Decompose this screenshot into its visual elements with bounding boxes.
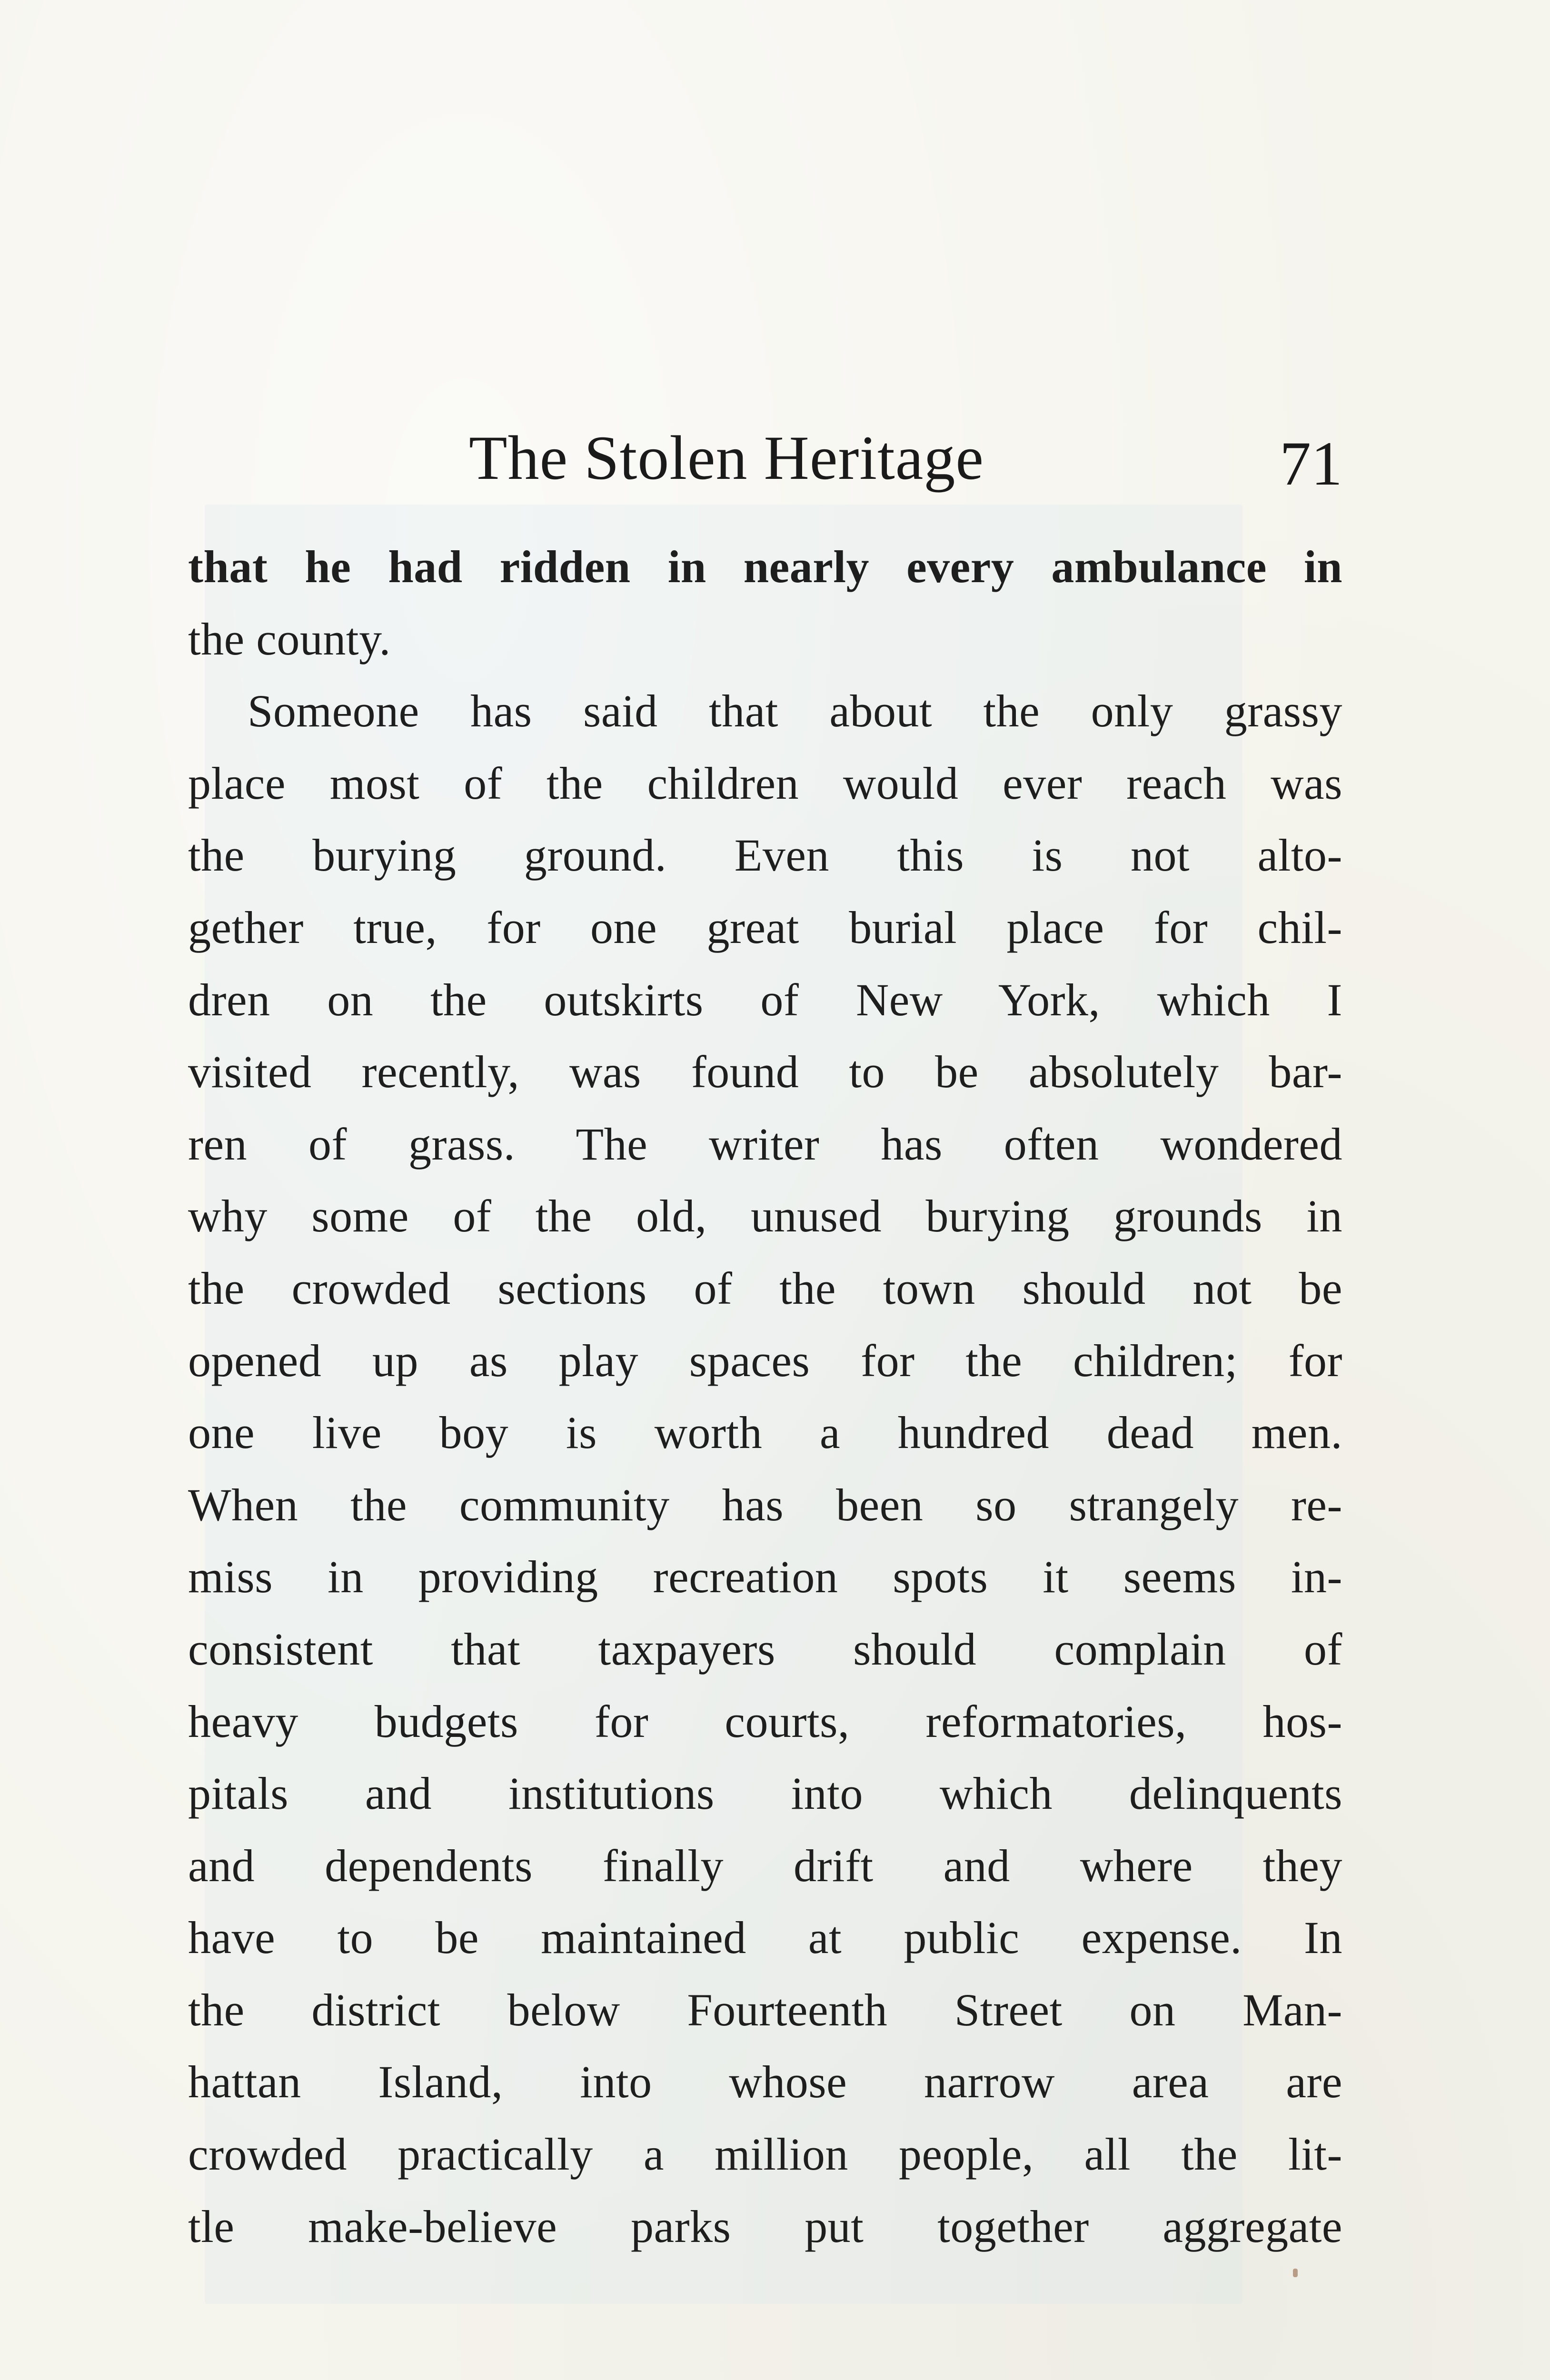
text-line: why some of the old, unused burying grounds in xyxy=(188,1190,1342,1242)
text-line: hattan Island, into whose narrow area are xyxy=(188,2056,1342,2108)
text-line: When the community has been so strangely re- xyxy=(188,1479,1342,1530)
text-line: dren on the outskirts of New York, which I xyxy=(188,974,1342,1025)
text-line: crowded practically a million people, all the lit- xyxy=(188,2129,1342,2180)
text-line: heavy budgets for courts, reformatories, hos- xyxy=(188,1696,1342,1747)
text-line: pitals and institutions into which delinquents xyxy=(188,1768,1342,1819)
text-line: one live boy is worth a hundred dead men. xyxy=(188,1407,1342,1458)
text-line: miss in providing recreation spots it seems in- xyxy=(188,1551,1342,1603)
text-line: Someone has said that about the only grassy xyxy=(248,685,1342,737)
text-line: place most of the children would ever reach was xyxy=(188,757,1342,809)
body-text xyxy=(188,531,1342,2262)
text-line: gether true, for one great burial place for chil- xyxy=(188,902,1342,953)
ink-speck xyxy=(1293,2269,1298,2277)
page-number: 71 xyxy=(1280,428,1342,498)
text-line: the district below Fourteenth Street on Man- xyxy=(188,1984,1342,2035)
text-line: consistent that taxpayers should complain of xyxy=(188,1623,1342,1675)
text-line: tle make-believe parks put together aggregate xyxy=(188,2201,1342,2252)
text-line: and dependents finally drift and where they xyxy=(188,1840,1342,1891)
text-line: opened up as play spaces for the children; for xyxy=(188,1335,1342,1386)
text-line: that he had ridden in nearly every ambulance in xyxy=(188,541,1342,592)
text-line: have to be maintained at public expense. In xyxy=(188,1912,1342,1964)
text-line: ren of grass. The writer has often wondered xyxy=(188,1118,1342,1170)
text-line: visited recently, was found to be absolutely bar- xyxy=(188,1046,1342,1098)
page-header xyxy=(188,421,1342,516)
text-line: the county. xyxy=(188,613,391,664)
text-line: the burying ground. Even this is not alto- xyxy=(188,830,1342,881)
text-line: the crowded sections of the town should not be xyxy=(188,1262,1342,1314)
running-title: The Stolen Heritage xyxy=(469,423,984,493)
